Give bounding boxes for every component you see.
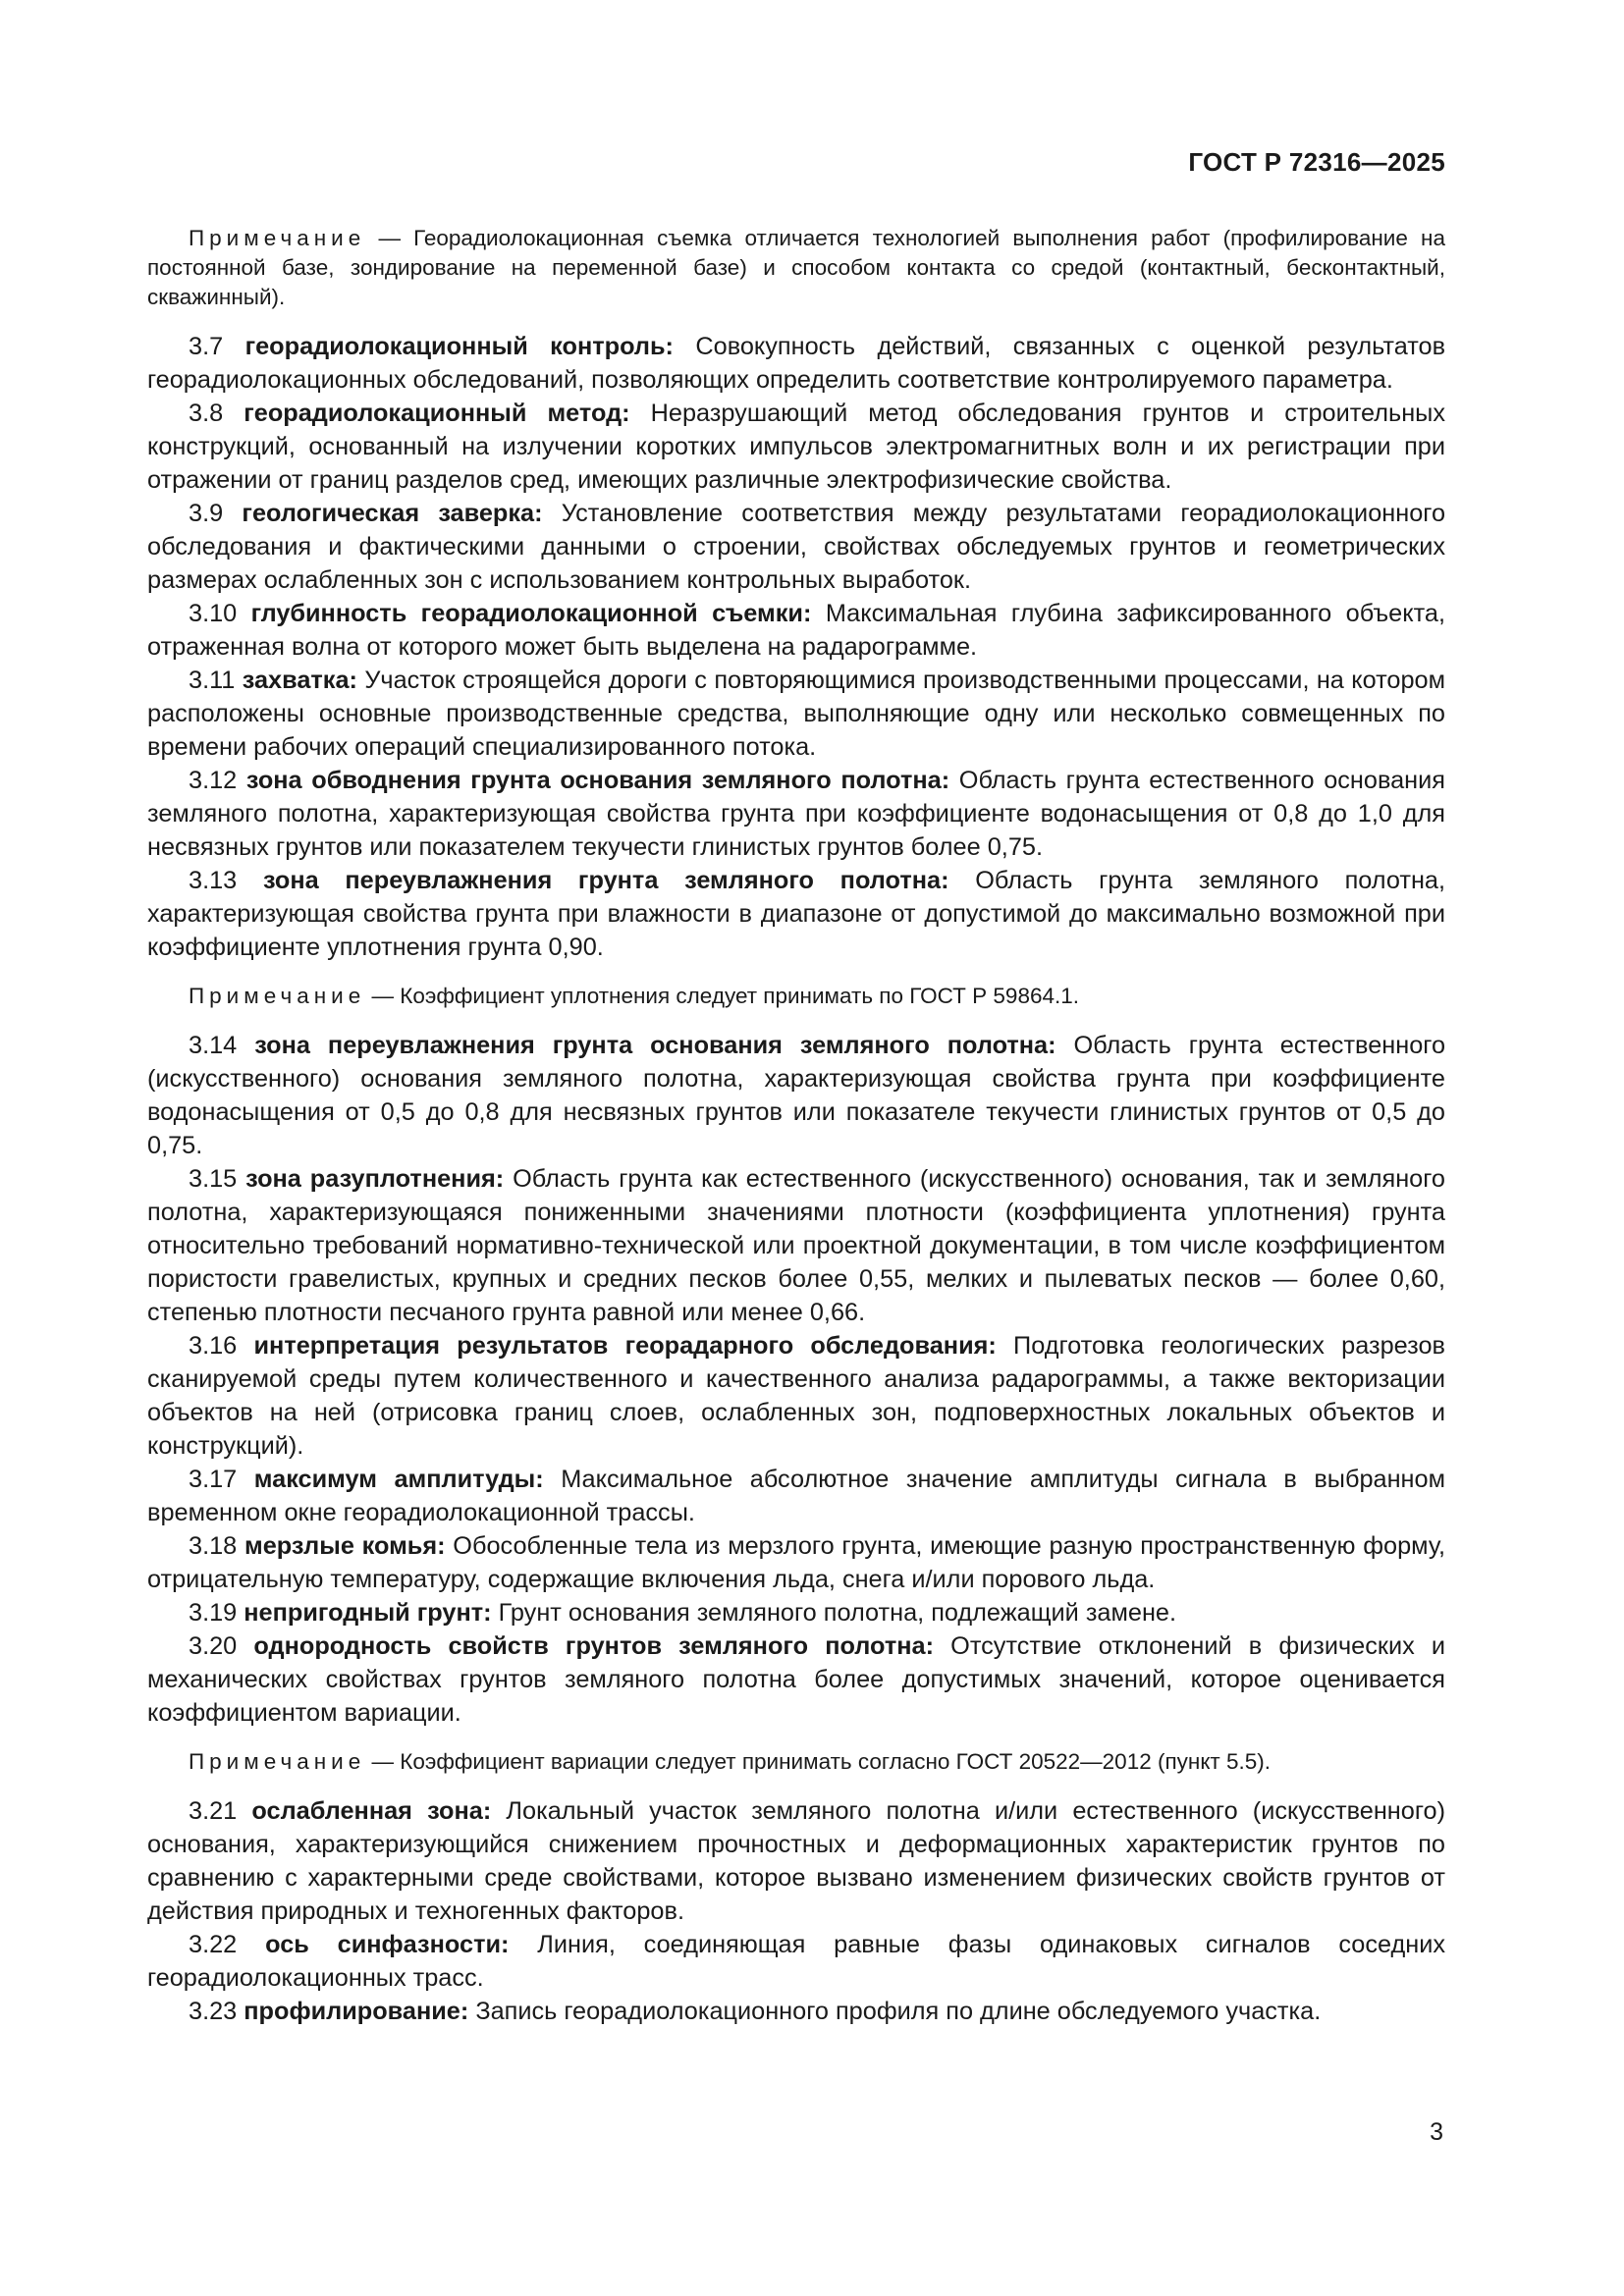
term-number: 3.14 (189, 1032, 238, 1059)
term-3-9 (147, 497, 1445, 597)
term-number: 3.21 (189, 1797, 238, 1825)
term-name: зона переувлажнения грунта основания земляного полотна: (254, 1032, 1056, 1059)
note (147, 982, 1445, 1011)
term-3-11 (147, 664, 1445, 764)
term-definition: Участок строящейся дороги с повторяющимися производственными процессами, на котором расположены основные производственные средства, выполняющие одну или несколько совмещенных по времени рабочих операций специализированного потока. (147, 667, 1446, 761)
term-3-7 (147, 330, 1445, 397)
term-3-10 (147, 597, 1445, 664)
term-name: однородность свойств грунтов земляного полотна: (253, 1632, 935, 1660)
term-definition: Область грунта естественного основания земляного полотна, характеризующая свойства грунта при коэффициенте водонасыщения от 0,8 до 1,0 для несвязных грунтов или показателем текучести глинистых грунтов более 0,75. (147, 767, 1445, 861)
term-number: 3.17 (189, 1466, 238, 1493)
term-definition: Область грунта земляного полотна, характеризующая свойства грунта при влажности в диапазоне от допустимой до максимально возможной при коэффициенте уплотнения грунта 0,90. (147, 867, 1446, 961)
term-name: георадиолокационный контроль: (244, 333, 674, 360)
term-name: ось синфазности: (265, 1931, 510, 1958)
term-number: 3.18 (189, 1532, 238, 1560)
term-definition: Запись георадиолокационного профиля по длине обследуемого участка. (475, 1998, 1322, 2025)
term-definition: Совокупность действий, связанных с оценкой результатов георадиолокационных обследований, позволяющих определить соответствие контролируемого параметра. (147, 333, 1446, 394)
term-name: захватка: (242, 667, 357, 694)
term-name: интерпретация результатов георадарного обследования: (253, 1332, 997, 1360)
term-number: 3.7 (189, 333, 224, 360)
term-name: геологическая заверка: (242, 500, 543, 527)
term-3-13 (147, 864, 1445, 964)
term-number: 3.19 (189, 1599, 238, 1627)
term-name: зона обводнения грунта основания земляного полотна: (245, 767, 950, 794)
term-definition: Отсутствие отклонений в физических и механических свойствах грунтов земляного полотна более допустимых значений, которое оценивается коэффициентом вариации. (147, 1632, 1446, 1727)
term-number: 3.15 (189, 1165, 238, 1193)
term-3-18 (147, 1529, 1445, 1596)
term-3-22 (147, 1928, 1445, 1995)
term-name: ослабленная зона: (251, 1797, 492, 1825)
term-definition: Максимальное абсолютное значение амплитуды сигнала в выбранном временном окне георадиолокационной трассы. (147, 1466, 1445, 1526)
term-number: 3.10 (189, 600, 238, 627)
note-label: Примечание (189, 984, 366, 1008)
term-name: георадиолокационный метод: (244, 400, 630, 427)
term-number: 3.13 (189, 867, 238, 894)
term-name: глубинность георадиолокационной съемки: (250, 600, 812, 627)
note-label: Примечание (189, 226, 366, 250)
term-definition: Локальный участок земляного полотна и/или естественного (искусственного) основания, характеризующийся снижением прочностных и деформационных характеристик грунтов по сравнению с характерными среде свойствами, которое вызвано изменением физических свойств грунтов от действия природных и техногенных факторов. (147, 1797, 1445, 1925)
document-body (147, 224, 1445, 2028)
document-id-header: ГОСТ Р 72316—2025 (1188, 147, 1445, 177)
term-3-14 (147, 1029, 1445, 1162)
term-name: зона переувлажнения грунта земляного полотна: (262, 867, 949, 894)
term-number: 3.11 (189, 667, 236, 694)
term-3-23 (147, 1995, 1445, 2028)
term-definition: Область грунта естественного (искусственного) основания земляного полотна, характеризующая свойства грунта при коэффициенте водонасыщения от 0,5 до 0,8 для несвязных грунтов или показателе текучести глинистых грунтов от 0,5 до 0,75. (147, 1032, 1446, 1159)
term-name: зона разуплотнения: (245, 1165, 505, 1193)
note-text: Коэффициент уплотнения следует принимать по ГОСТ Р 59864.1. (400, 984, 1079, 1008)
note-dash: — (371, 984, 394, 1008)
term-3-20 (147, 1629, 1445, 1730)
term-3-12 (147, 764, 1445, 864)
term-3-15 (147, 1162, 1445, 1329)
term-number: 3.9 (189, 500, 224, 527)
term-definition: Подготовка геологических разрезов сканируемой среды путем количественного и качественного анализа радарограммы, а также векторизации объектов на ней (отрисовка границ слоев, ослабленных зон, подповерхностных локальных объектов и конструкций). (147, 1332, 1445, 1460)
term-3-21 (147, 1794, 1445, 1928)
term-number: 3.8 (189, 400, 224, 427)
term-definition: Обособленные тела из мерзлого грунта, имеющие разную пространственную форму, отрицательную температуру, содержащие включения льда, снега и/или порового льда. (147, 1532, 1445, 1593)
term-name: мерзлые комья: (244, 1532, 446, 1560)
term-definition: Неразрушающий метод обследования грунтов и строительных конструкций, основанный на излучении коротких импульсов электромагнитных волн и их регистрации при отражении от границ разделов сред, имеющих различные электрофизические свойства. (147, 400, 1446, 494)
term-3-19 (147, 1596, 1445, 1629)
term-number: 3.20 (189, 1632, 238, 1660)
term-definition: Грунт основания земляного полотна, подлежащий замене. (498, 1599, 1177, 1627)
term-number: 3.16 (189, 1332, 238, 1360)
note-dash: — (378, 226, 401, 250)
term-definition: Установление соответствия между результатами георадиолокационного обследования и фактическими данными о строении, свойствах обследуемых грунтов и геометрических размерах ослабленных зон с использованием контрольных выработок. (147, 500, 1446, 594)
note-text: Георадиолокационная съемка отличается технологией выполнения работ (профилирование на постоянной базе, зондирование на переменной базе) и способом контакта со средой (контактный, бесконтактный, скважинный). (147, 226, 1445, 309)
term-number: 3.12 (189, 767, 238, 794)
note-text: Коэффициент вариации следует принимать согласно ГОСТ 20522—2012 (пункт 5.5). (400, 1749, 1271, 1774)
term-number: 3.22 (189, 1931, 238, 1958)
term-number: 3.23 (189, 1998, 238, 2025)
note (147, 224, 1445, 312)
term-3-17 (147, 1463, 1445, 1529)
note (147, 1747, 1445, 1777)
term-name: непригодный грунт: (244, 1599, 492, 1627)
note-label: Примечание (189, 1749, 366, 1774)
page-number: 3 (1430, 2118, 1443, 2146)
term-definition: Линия, соединяющая равные фазы одинаковых сигналов соседних георадиолокационных трасс. (147, 1931, 1446, 1992)
term-name: максимум амплитуды: (253, 1466, 544, 1493)
term-definition: Максимальная глубина зафиксированного объекта, отраженная волна от которого может быть выделена на радарограмме. (147, 600, 1445, 661)
note-dash: — (371, 1749, 394, 1774)
term-definition: Область грунта как естественного (искусственного) основания, так и земляного полотна, характеризующаяся пониженными значениями плотности (коэффициента уплотнения) грунта относительно требований нормативно-технической или проектной документации, в том числе коэффициентом пористости гравелистых, крупных и средних песков более 0,55, мелких и пылеватых песков — более 0,60, степенью плотности песчаного грунта равной или менее 0,66. (147, 1165, 1445, 1326)
term-3-8 (147, 397, 1445, 497)
term-3-16 (147, 1329, 1445, 1463)
term-name: профилирование: (244, 1998, 469, 2025)
